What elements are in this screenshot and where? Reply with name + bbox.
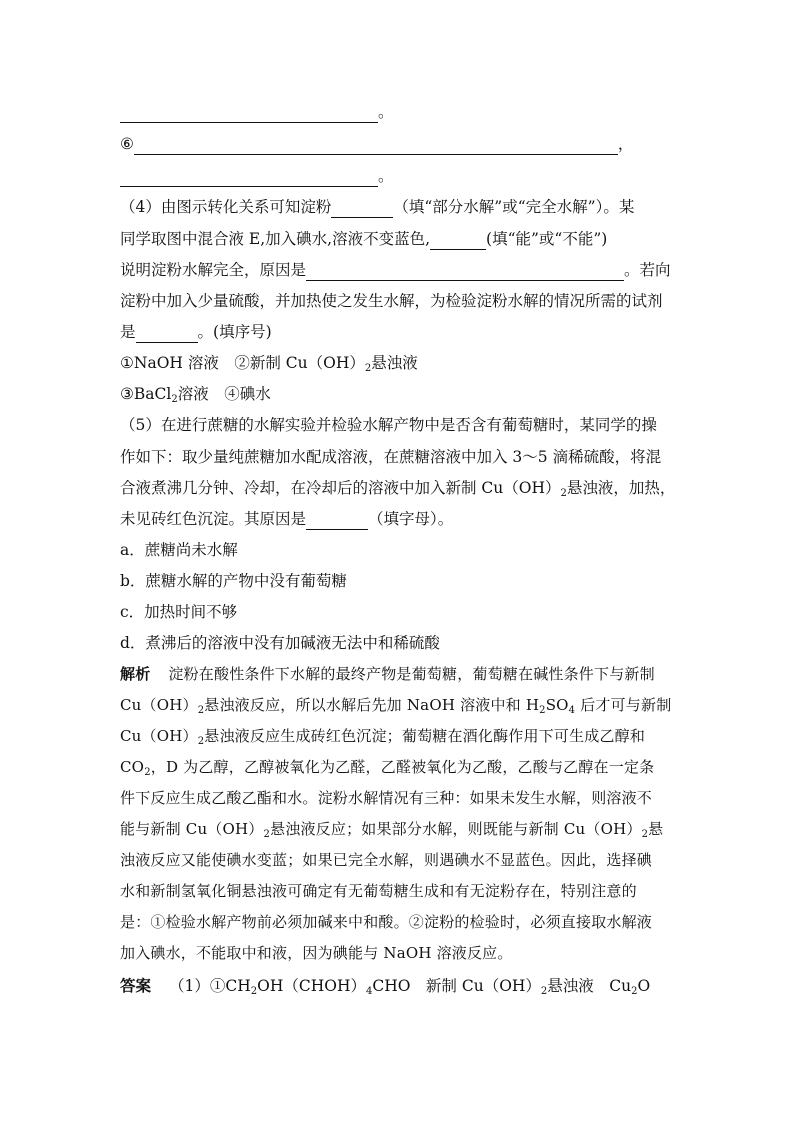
solution-line-10: 加入碘水，不能取中和液，因为碘能与 NaOH 溶液反应。 [120,944,513,962]
solution-line-7: 浊液反应又能使碘水变蓝；如果已完全水解，则遇碘水不显蓝色。因此，选择碘 [120,851,653,869]
blank-line [134,140,618,155]
solution-label: 解析 [120,665,151,683]
q5-line-3: 合液煮沸几分钟、冷却，在冷却后的溶液中加入新制 $Cu(OH)_2$悬浊液，加热， [120,479,676,499]
q5-option-b: b．蔗糖水解的产物中没有葡萄糖 [120,572,347,590]
q5-option-a: a．蔗糖尚未水解 [120,541,238,559]
answer-line-3: 。 [120,165,394,187]
q4-line-4: 淀粉中加入少量硫酸，并加热使之发生水解，为检验淀粉水解的情况所需的试剂 [120,292,663,310]
answer-line-1: 。 [120,101,394,123]
q5-line-2: 作如下：取少量纯蔗糖加水配成溶液，在蔗糖溶液中加入 3～5 滴稀硫酸，将混 [120,448,662,466]
fill-blank [306,515,368,530]
blank-line [120,172,378,187]
q4-options-1: ①NaOH 溶液 ②新制 $Cu(OH)_2$悬浊液 [120,354,418,374]
solution-line-2: $Cu(OH)_2$悬浊液反应，所以水解后先加 NaOH 溶液中和 $H_2SO_4$ 后才可与新制 [120,696,672,716]
q4-options-2: ③BaCl$_2$溶液 ④碘水 [120,385,271,405]
blank-line [120,108,378,123]
q4-line-1: （4）由图示转化关系可知淀粉 （填“部分水解”或“完全水解”）。某 [120,198,635,216]
fill-blank [306,266,624,281]
answer-label: 答案 [120,977,152,995]
fill-blank [331,203,393,218]
q5-option-c: c．加热时间不够 [120,603,238,621]
q5-option-d: d．煮沸后的溶液中没有加碱液无法中和稀硫酸 [120,634,440,652]
solution-line-4: $CO_2$，D 为乙醇，乙醇被氧化为乙醛，乙醛被氧化为乙酸，乙酸与乙醇在一定条 [120,758,655,778]
answer-line: 答案 $(1)①CH_2OH(CHOH)_4CHO$ 新制 $Cu(OH)_2$悬浊液 $Cu_2O$ [120,977,651,997]
solution-line-8: 水和新制氢氧化铜悬浊液可确定有无葡萄糖生成和有无淀粉存在，特别注意的 [120,882,637,900]
solution-line-1: 解析 淀粉在酸性条件下水解的最终产物是葡萄糖，葡萄糖在碱性条件下与新制 [120,665,655,683]
item-6-label: ⑥ [120,135,134,153]
fill-blank [430,235,486,250]
q5-line-1: （5）在进行蔗糖的水解实验并检验水解产物中是否含有葡萄糖时，某同学的操 [120,416,657,434]
q4-line-3: 说明淀粉水解完全，原因是 。若向 [120,261,671,279]
fill-blank [136,328,198,343]
solution-line-6: 能与新制 $Cu(OH)_2$悬浊液反应；如果部分水解，则既能与新制 $Cu(OH)_2$悬 [120,820,664,840]
item-6-line: ⑥ ， [120,135,634,153]
q4-line-5: 是 。(填序号) [120,323,272,341]
solution-line-3: $Cu(OH)_2$悬浊液反应生成砖红色沉淀；葡萄糖在酒化酶作用下可生成乙醇和 [120,727,646,747]
q4-line-2: 同学取图中混合液 E,加入碘水,溶液不变蓝色, (填“能”或“不能”) [120,230,608,248]
q5-line-4: 未见砖红色沉淀。其原因是 （填字母）。 [120,510,454,528]
solution-line-9: 是：①检验水解产物前必须加碱来中和酸。②淀粉的检验时，必须直接取水解液 [120,913,653,931]
solution-line-5: 件下反应生成乙酸乙酯和水。淀粉水解情况有三种：如果未发生水解，则溶液不 [120,789,653,807]
